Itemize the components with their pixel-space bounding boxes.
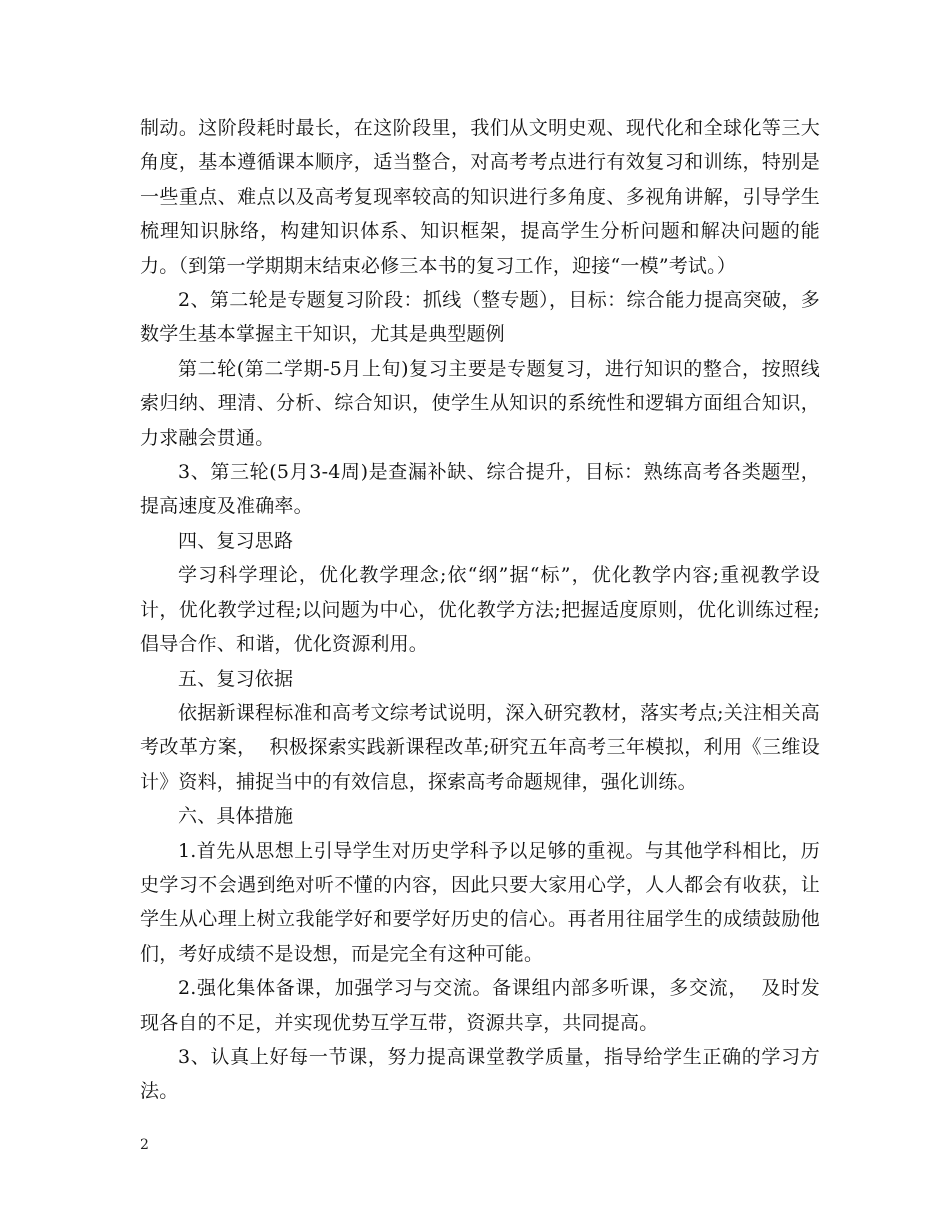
document-body bbox=[140, 111, 820, 1109]
section-heading-review-ideas: 四、复习思路 bbox=[178, 529, 294, 552]
paragraph-8: 依据新课程标准和高考文综考试说明，深入研究教材，落实考点;关注相关高考改革方案， 积极探索实践新课程改革;研究五年高考三年模拟，利用《三维设计》资料，捕捉当中的有效信息，探索高考命题规律，强化训练。 bbox=[140, 701, 820, 793]
paragraph-1: 制动。这阶段耗时最长，在这阶段里，我们从文明史观、现代化和全球化等三大角度，基本遵循课本顺序，适当整合，对高考考点进行有效复习和训练，特别是一些重点、难点以及高考复现率较高的知识进行多角度、多视角讲解，引导学生梳理知识脉络，构建知识体系、知识框架，提高学生分析问题和解决问题的能力。（到第一学期期末结束必修三本书的复习工作，迎接“一模”考试。） bbox=[140, 117, 820, 277]
section-heading-review-basis: 五、复习依据 bbox=[178, 667, 294, 690]
paragraph-6: 学习科学理论，优化教学理念;依“纲”据“标”，优化教学内容;重视教学设计，优化教学过程;以问题为中心，优化教学方法;把握适度原则，优化训练过程;倡导合作、和谐，优化资源利用。 bbox=[140, 564, 820, 656]
section-heading-specific-measures: 六、具体措施 bbox=[178, 805, 294, 828]
paragraph-10: 1.首先从思想上引导学生对历史学科予以足够的重视。与其他学科相比，历史学习不会遇到绝对听不懂的内容，因此只要大家用心学，人人都会有收获，让学生从心理上树立我能学好和要学好历史的信心。再者用往届学生的成绩鼓励他们，考好成绩不是设想，而是完全有这种可能。 bbox=[140, 839, 820, 965]
paragraph-12: 3、认真上好每一节课，努力提高课堂教学质量，指导给学生正确的学习方法。 bbox=[140, 1045, 820, 1103]
paragraph-4: 3、第三轮(5月3-4周)是查漏补缺、综合提升，目标：熟练高考各类题型，提高速度及准确率。 bbox=[140, 461, 820, 518]
page-number: 2 bbox=[140, 1137, 149, 1153]
paragraph-2: 2、第二轮是专题复习阶段：抓线（整专题），目标：综合能力提高突破，多数学生基本掌握主干知识，尤其是典型题例 bbox=[140, 289, 820, 346]
paragraph-3: 第二轮(第二学期-5月上旬)复习主要是专题复习，进行知识的整合，按照线索归纳、理清、分析、综合知识，使学生从知识的系统性和逻辑方面组合知识，力求融会贯通。 bbox=[140, 357, 820, 449]
paragraph-11: 2.强化集体备课，加强学习与交流。备课组内部多听课，多交流， 及时发现各自的不足，并实现优势互学互带，资源共享，共同提高。 bbox=[140, 977, 820, 1034]
